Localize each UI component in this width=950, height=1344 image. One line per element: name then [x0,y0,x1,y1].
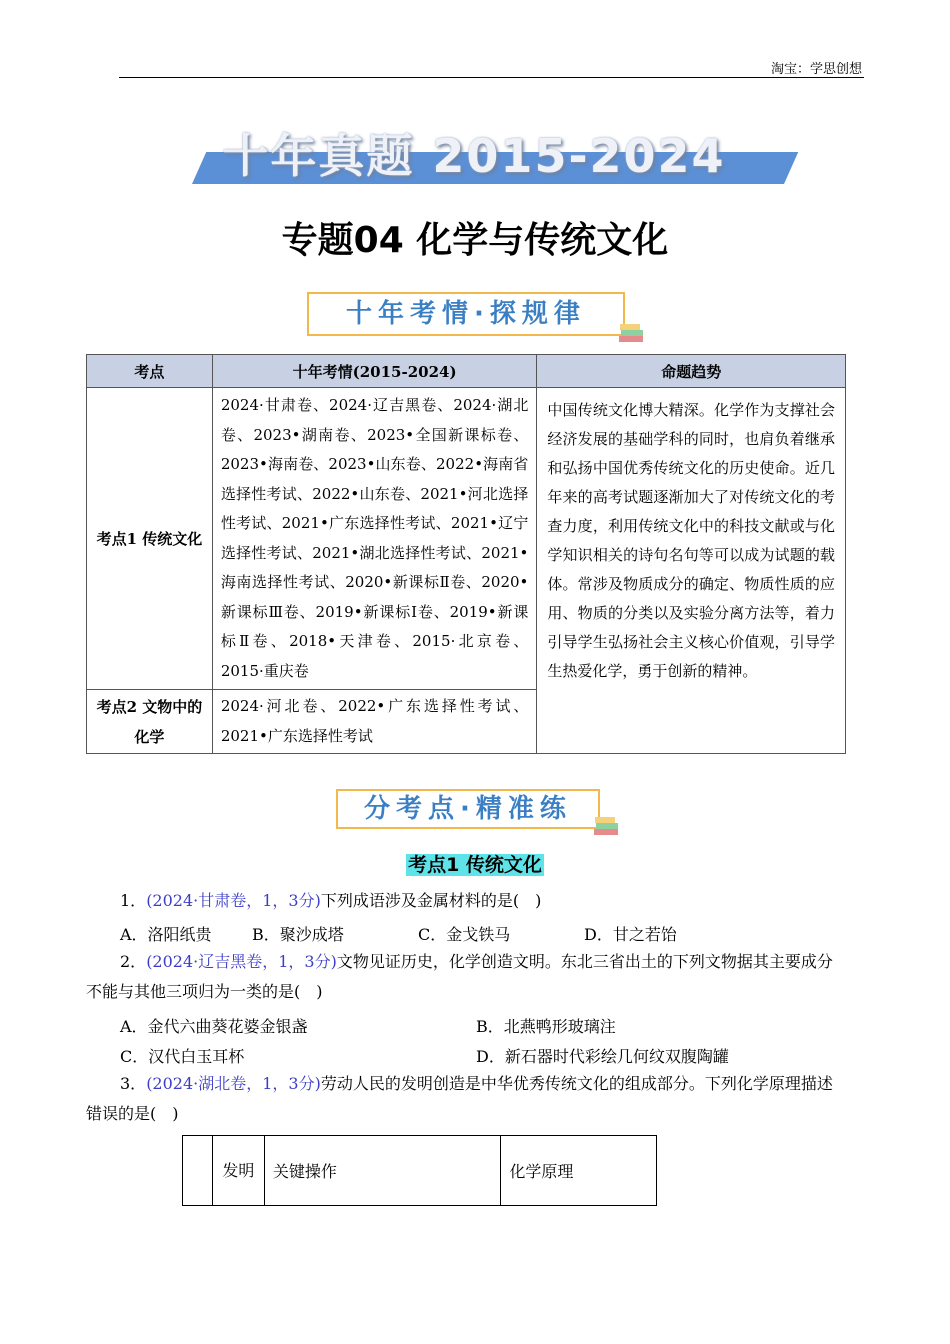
q3-header-cell [183,1136,213,1206]
header-divider [119,77,864,78]
question-source: (2024·甘肃卷，1，3分) [146,891,321,910]
question-stem: 劳动人民的发明创造是中华优秀传统文化的组成部分。下列化学原理描述 [320,1074,833,1093]
decade-banner [178,120,770,186]
table-row [183,1136,657,1206]
banner-text: 十年真题 2015-2024 [222,129,726,183]
option-c: C．汉代白玉耳杯 [120,1047,245,1066]
option-a: A．洛阳纸贵 [120,925,212,944]
option-b: B．北燕鸭形玻璃注 [476,1017,616,1036]
question-stem: 下列成语涉及金属材料的是( ) [320,891,542,910]
question-number: 1． [120,891,147,910]
question-source: (2024·辽吉黑卷，1，3分) [146,952,337,971]
option-c: C．金戈铁马 [418,925,511,944]
section-heading-overview [307,292,625,336]
question-3 [120,1069,833,1099]
q3-header-cell: 化学原理 [501,1136,657,1206]
option-a: A．金代六曲葵花婆金银盏 [120,1017,308,1036]
kp1-heading [0,850,950,877]
header-cell: 命题趋势 [537,355,846,388]
question-source: (2024·湖北卷，1，3分) [146,1074,321,1093]
table-row [87,388,846,690]
section-heading-practice [336,789,600,829]
overview-header-row [87,355,846,388]
header-cell: 考点 [87,355,213,388]
point-cell: 考点2 文物中的化学 [87,690,213,754]
question-3-cont: 错误的是( ) [86,1104,179,1123]
option-d: D．甘之若饴 [584,925,677,944]
section-heading-label: 十年考情·探规律 [346,299,586,329]
question-2 [120,947,833,977]
option-b: B．聚沙成塔 [252,925,344,944]
question-number: 2． [120,952,147,971]
q3-header-cell: 关键操作 [264,1136,500,1206]
overview-table [86,354,846,754]
point-cell: 考点1 传统文化 [87,388,213,690]
books-icon [592,815,622,837]
header-shop-label: 淘宝：学思创想 [770,62,862,77]
exams-cell: 2024·河北卷、2022•广东选择性考试、2021•广东选择性考试 [212,690,537,754]
q3-header-cell: 发明 [212,1136,264,1206]
exams-cell: 2024·甘肃卷、2024·辽吉黑卷、2024·湖北卷、2023•湖南卷、2023•全国新课标卷、2023•海南卷、2023•山东卷、2022•海南省选择性考试、2022•山东卷、2021•河北选择性考试、2021•广东选择性考试、2021•辽宁选择性考试、2021•湖北选择性考试、2021•海南选择性考试、2020•新课标Ⅱ卷、2020•新课标Ⅲ卷、2019•新课标Ⅰ卷、2019•新课标Ⅱ卷、2018•天津卷、2015·北京卷、2015·重庆卷 [212,388,537,690]
kp1-heading-label: 考点1 传统文化 [408,854,542,876]
header-cell: 十年考情(2015-2024) [212,355,537,388]
trend-cell: 中国传统文化博大精深。化学作为支撑社会经济发展的基础学科的同时，也肩负着继承和弘扬中国优秀传统文化的历史使命。近几年来的高考试题逐渐加大了对传统文化的考查力度，利用传统文化中的科技文献或与化学知识相关的诗句名句等可以成为试题的载体。常涉及物质成分的确定、物质性质的应用、物质的分类以及实验分离方法等，着力引导学生弘扬社会主义核心价值观，引导学生热爱化学，勇于创新的精神。 [537,388,846,754]
section-heading-label: 分考点·精准练 [364,794,572,824]
question-number: 3． [120,1074,147,1093]
question-2-cont: 不能与其他三项归为一类的是( ) [86,982,323,1001]
option-d: D．新石器时代彩绘几何纹双腹陶罐 [476,1047,729,1066]
books-icon [617,322,647,344]
q3-table [182,1135,657,1206]
question-1 [120,886,541,916]
question-stem: 文物见证历史，化学创造文明。东北三省出土的下列文物据其主要成分 [336,952,833,971]
page-title: 专题04 化学与传统文化 [281,220,669,261]
